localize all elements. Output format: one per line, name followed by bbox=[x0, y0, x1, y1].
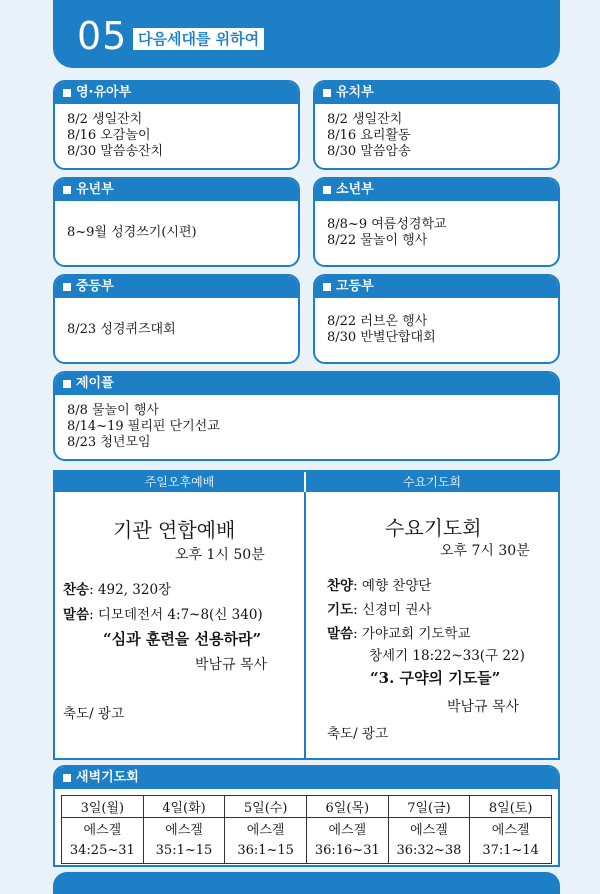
square-icon bbox=[323, 186, 331, 194]
dept-middle bbox=[53, 274, 300, 364]
dept-item: 8/8 물놀이 행사 bbox=[67, 403, 159, 418]
dept-item: 8/23 청년모임 bbox=[67, 435, 151, 450]
wednesday-prayer: 기도: 신경미 권사 bbox=[327, 602, 432, 618]
dept-name: 중등부 bbox=[76, 279, 114, 294]
day-cell: 6일(목) bbox=[306, 796, 388, 818]
dept-name: 영·유아부 bbox=[76, 85, 132, 100]
section-number: 05 bbox=[77, 14, 128, 58]
dept-name: 소년부 bbox=[336, 182, 374, 197]
dept-item: 8~9월 성경쓰기(시편) bbox=[67, 225, 197, 240]
day-cell: 4일(화) bbox=[143, 796, 225, 818]
dept-item: 8/22 물놀이 행사 bbox=[327, 233, 428, 248]
dept-name: 유치부 bbox=[336, 85, 374, 100]
dept-high bbox=[313, 274, 560, 364]
day-cell: 7일(금) bbox=[388, 796, 470, 818]
dept-item: 8/14~19 필리핀 단기선교 bbox=[67, 419, 220, 434]
sunday-service-time: 오후 1시 50분 bbox=[175, 547, 265, 563]
sunday-service-title: 기관 연합예배 bbox=[113, 518, 236, 542]
worship-section bbox=[53, 470, 560, 760]
wednesday-closing: 축도/ 광고 bbox=[327, 726, 389, 742]
sunday-sermon-title: “심과 훈련을 선용하라” bbox=[103, 630, 262, 648]
dawn-prayer-table bbox=[61, 795, 552, 864]
sunday-preacher: 박남규 목사 bbox=[195, 657, 268, 673]
dept-item: 8/30 반별단합대회 bbox=[327, 330, 436, 345]
dept-item: 8/8~9 여름성경학교 bbox=[327, 217, 447, 232]
day-cell: 3일(월) bbox=[62, 796, 144, 818]
sunday-service-header: 주일오후예배 bbox=[55, 472, 304, 492]
dept-name: 제이플 bbox=[76, 376, 114, 391]
dept-item: 8/23 성경퀴즈대회 bbox=[67, 322, 176, 337]
dept-name: 고등부 bbox=[336, 279, 374, 294]
wednesday-service-time: 오후 7시 30분 bbox=[440, 543, 530, 559]
dept-infant bbox=[53, 80, 300, 170]
square-icon bbox=[63, 89, 71, 97]
dept-name: 유년부 bbox=[76, 182, 114, 197]
square-icon bbox=[63, 186, 71, 194]
square-icon bbox=[323, 89, 331, 97]
square-icon bbox=[63, 380, 71, 388]
wednesday-service-header: 수요기도회 bbox=[306, 472, 558, 492]
sunday-hymn: 찬송: 492, 320장 bbox=[63, 582, 172, 598]
dawn-prayer-title: 새벽기도회 bbox=[76, 770, 139, 785]
wednesday-preacher: 박남규 목사 bbox=[447, 699, 520, 715]
wednesday-sermon-title: “3. 구약의 기도들” bbox=[370, 669, 501, 687]
sunday-closing: 축도/ 광고 bbox=[63, 706, 125, 722]
dept-item: 8/30 말씀송잔치 bbox=[67, 144, 164, 159]
ref-cell: 에스겔 37:1~14 bbox=[470, 818, 552, 864]
dept-item: 8/16 오감놀이 bbox=[67, 128, 151, 143]
sunday-scripture: 말씀: 디모데전서 4:7~8(신 340) bbox=[63, 607, 263, 623]
dept-item: 8/22 러브온 행사 bbox=[327, 314, 428, 329]
wednesday-praise: 찬양: 예향 찬양단 bbox=[327, 578, 432, 594]
square-icon bbox=[63, 774, 71, 782]
ref-cell: 에스겔 36:1~15 bbox=[225, 818, 307, 864]
dept-item: 8/16 요리활동 bbox=[327, 128, 411, 143]
day-cell: 5일(수) bbox=[225, 796, 307, 818]
wednesday-service-title: 수요기도회 bbox=[385, 516, 482, 540]
page-header bbox=[53, 0, 560, 68]
ref-cell: 에스겔 36:32~38 bbox=[388, 818, 470, 864]
wednesday-scripture-ref: 창세기 18:22~33(구 22) bbox=[369, 648, 525, 664]
square-icon bbox=[323, 283, 331, 291]
dept-boys bbox=[313, 177, 560, 267]
ref-cell: 에스겔 35:1~15 bbox=[143, 818, 225, 864]
dept-item: 8/30 말씀암송 bbox=[327, 144, 411, 159]
day-cell: 8일(토) bbox=[470, 796, 552, 818]
dept-item: 8/2 생일잔치 bbox=[67, 112, 143, 127]
column-divider bbox=[304, 492, 306, 758]
wednesday-scripture: 말씀: 가야교회 기도학교 bbox=[327, 626, 471, 642]
ref-cell: 에스겔 36:16~31 bbox=[306, 818, 388, 864]
dept-junior bbox=[53, 177, 300, 267]
dept-jayple bbox=[53, 371, 560, 461]
section-title: 다음세대를 위하여 bbox=[133, 28, 264, 50]
dept-item: 8/2 생일잔치 bbox=[327, 112, 403, 127]
dept-kinder bbox=[313, 80, 560, 170]
footer-bar bbox=[53, 872, 560, 894]
ref-cell: 에스겔 34:25~31 bbox=[62, 818, 144, 864]
dawn-prayer-section bbox=[53, 765, 560, 867]
square-icon bbox=[63, 283, 71, 291]
